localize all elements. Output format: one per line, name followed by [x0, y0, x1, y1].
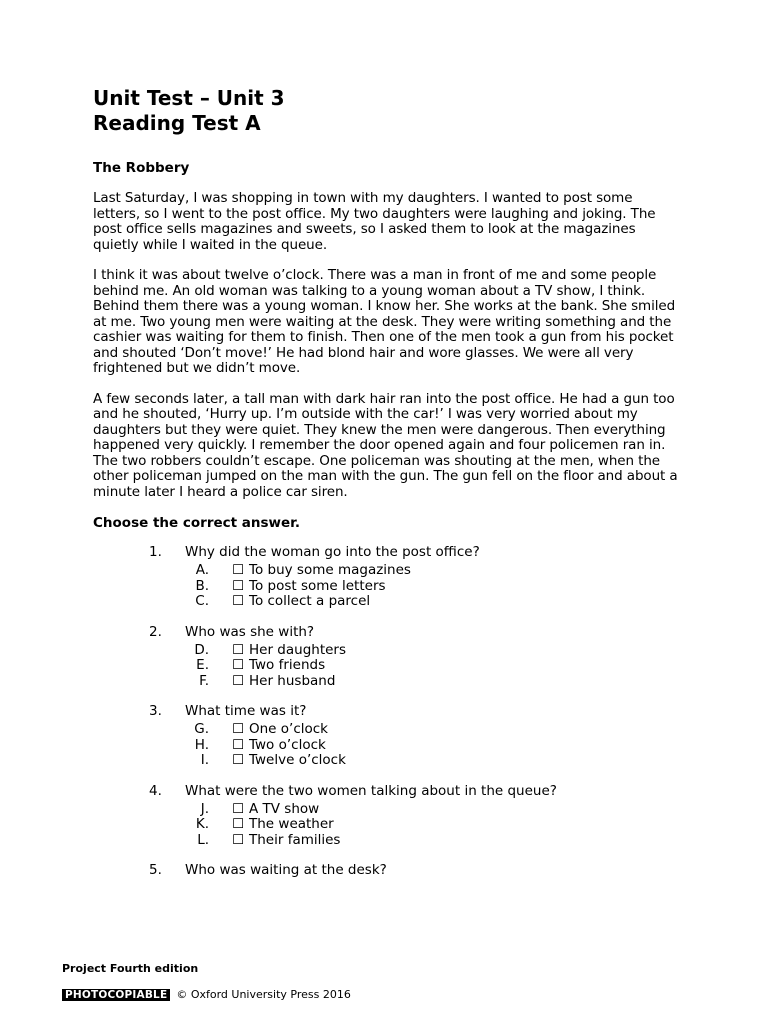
- page-title-unit: Unit Test – Unit 3: [93, 86, 285, 110]
- option-i[interactable]: [93, 753, 683, 769]
- option-list: [93, 563, 683, 610]
- option-l[interactable]: [93, 833, 683, 849]
- option-letter: D.: [194, 641, 209, 658]
- question-text: Who was she with?: [185, 623, 315, 640]
- option-j[interactable]: [93, 802, 683, 818]
- option-text: The weather: [249, 816, 334, 832]
- checkbox-icon[interactable]: ☐: [232, 657, 245, 673]
- question-number: 3.: [149, 703, 162, 719]
- option-letter: A.: [195, 562, 209, 578]
- option-list: [93, 643, 683, 690]
- test-page: [93, 86, 683, 892]
- option-list: [93, 802, 683, 849]
- option-letter: J.: [200, 800, 209, 817]
- page-title-test: Reading Test A: [93, 111, 261, 135]
- copyright-text: © Oxford University Press 2016: [176, 988, 351, 1001]
- option-h[interactable]: [93, 738, 683, 754]
- question-number: 4.: [149, 782, 162, 799]
- option-text: Two o’clock: [249, 736, 326, 753]
- checkbox-icon[interactable]: ☐: [232, 752, 245, 768]
- footer-copyright-line: [62, 988, 351, 1002]
- option-g[interactable]: [93, 722, 683, 738]
- option-b[interactable]: [93, 579, 683, 595]
- option-list: [93, 722, 683, 769]
- question-number: 2.: [149, 623, 162, 640]
- question-number: 1.: [149, 544, 162, 560]
- option-letter: B.: [195, 577, 209, 594]
- question-list: [93, 544, 683, 878]
- checkbox-icon[interactable]: ☐: [232, 641, 245, 658]
- checkbox-icon[interactable]: ☐: [232, 562, 245, 578]
- option-f[interactable]: [93, 674, 683, 690]
- question-text: Why did the woman go into the post office?: [185, 544, 480, 560]
- question-5: [93, 862, 683, 878]
- checkbox-icon[interactable]: ☐: [232, 672, 245, 689]
- option-text: A TV show: [249, 800, 320, 817]
- option-text: Her daughters: [249, 641, 347, 658]
- question-1: [93, 544, 683, 610]
- checkbox-icon[interactable]: ☐: [232, 593, 245, 609]
- option-letter: E.: [196, 657, 209, 673]
- option-letter: G.: [194, 721, 209, 737]
- checkbox-icon[interactable]: ☐: [232, 831, 245, 848]
- question-2: [93, 624, 683, 690]
- option-k[interactable]: [93, 817, 683, 833]
- option-letter: F.: [199, 672, 209, 689]
- checkbox-icon[interactable]: ☐: [232, 800, 245, 817]
- photocopiable-badge: PHOTOCOPIABLE: [62, 989, 170, 1001]
- option-text: To collect a parcel: [249, 593, 371, 609]
- option-letter: H.: [194, 736, 209, 753]
- option-letter: L.: [197, 831, 209, 848]
- option-c[interactable]: [93, 594, 683, 610]
- question-number: 5.: [149, 862, 162, 878]
- option-d[interactable]: [93, 643, 683, 659]
- option-letter: C.: [195, 593, 209, 609]
- question-3: [93, 703, 683, 769]
- footer-edition: Project Fourth edition: [62, 962, 199, 975]
- option-text: Her husband: [249, 672, 336, 689]
- checkbox-icon[interactable]: ☐: [232, 721, 245, 737]
- option-letter: K.: [195, 816, 209, 832]
- option-text: To buy some magazines: [249, 562, 411, 578]
- option-e[interactable]: [93, 658, 683, 674]
- story-paragraph-2: I think it was about twelve o’clock. There was a man in front of me and some people behind me. An old woman was talking to a young woman about a TV show, I think. Behind them there was a young woman. I know her. She works at the bank. She smiled at me. Two young men were waiting at the desk. They were writing something and the cashier was waiting for them to finish. Then one of the men took a gun from his pocket and shouted ‘Don’t move!’ He had blond hair and wore glasses. We were all very frightened but we didn’t move.: [93, 267, 676, 376]
- story-paragraph-1: Last Saturday, I was shopping in town with my daughters. I wanted to post some letters, so I went to the post office. My two daughters were laughing and joking. The post office sells magazines and sweets, so I asked them to look at the magazines quietly while I waited in the queue.: [93, 190, 656, 253]
- checkbox-icon[interactable]: ☐: [232, 816, 245, 832]
- option-text: Two friends: [249, 657, 326, 673]
- option-text: Their families: [249, 831, 341, 848]
- option-letter: I.: [200, 752, 209, 768]
- checkbox-icon[interactable]: ☐: [232, 577, 245, 594]
- question-text: Who was waiting at the desk?: [185, 862, 387, 878]
- instructions: Choose the correct answer.: [93, 515, 301, 531]
- option-text: To post some letters: [249, 577, 386, 594]
- story-title: The Robbery: [93, 160, 190, 176]
- option-text: One o’clock: [249, 721, 329, 737]
- story-paragraph-3: A few seconds later, a tall man with dark hair ran into the post office. He had a gun too and he shouted, ‘Hurry up. I’m outside with the car!’ I was very worried about my daughters but they were quiet. They knew the men were dangerous. Then everything happened very quickly. I remember the door opened again and four policemen ran in. The two robbers couldn’t escape. One policeman was shouting at the men, when the other policeman jumped on the man with the gun. The gun fell on the floor and about a minute later I heard a police car siren.: [93, 390, 678, 500]
- question-text: What were the two women talking about in the queue?: [185, 782, 557, 799]
- option-a[interactable]: [93, 563, 683, 579]
- question-text: What time was it?: [185, 703, 307, 719]
- question-4: [93, 783, 683, 849]
- option-text: Twelve o’clock: [249, 752, 346, 768]
- checkbox-icon[interactable]: ☐: [232, 736, 245, 753]
